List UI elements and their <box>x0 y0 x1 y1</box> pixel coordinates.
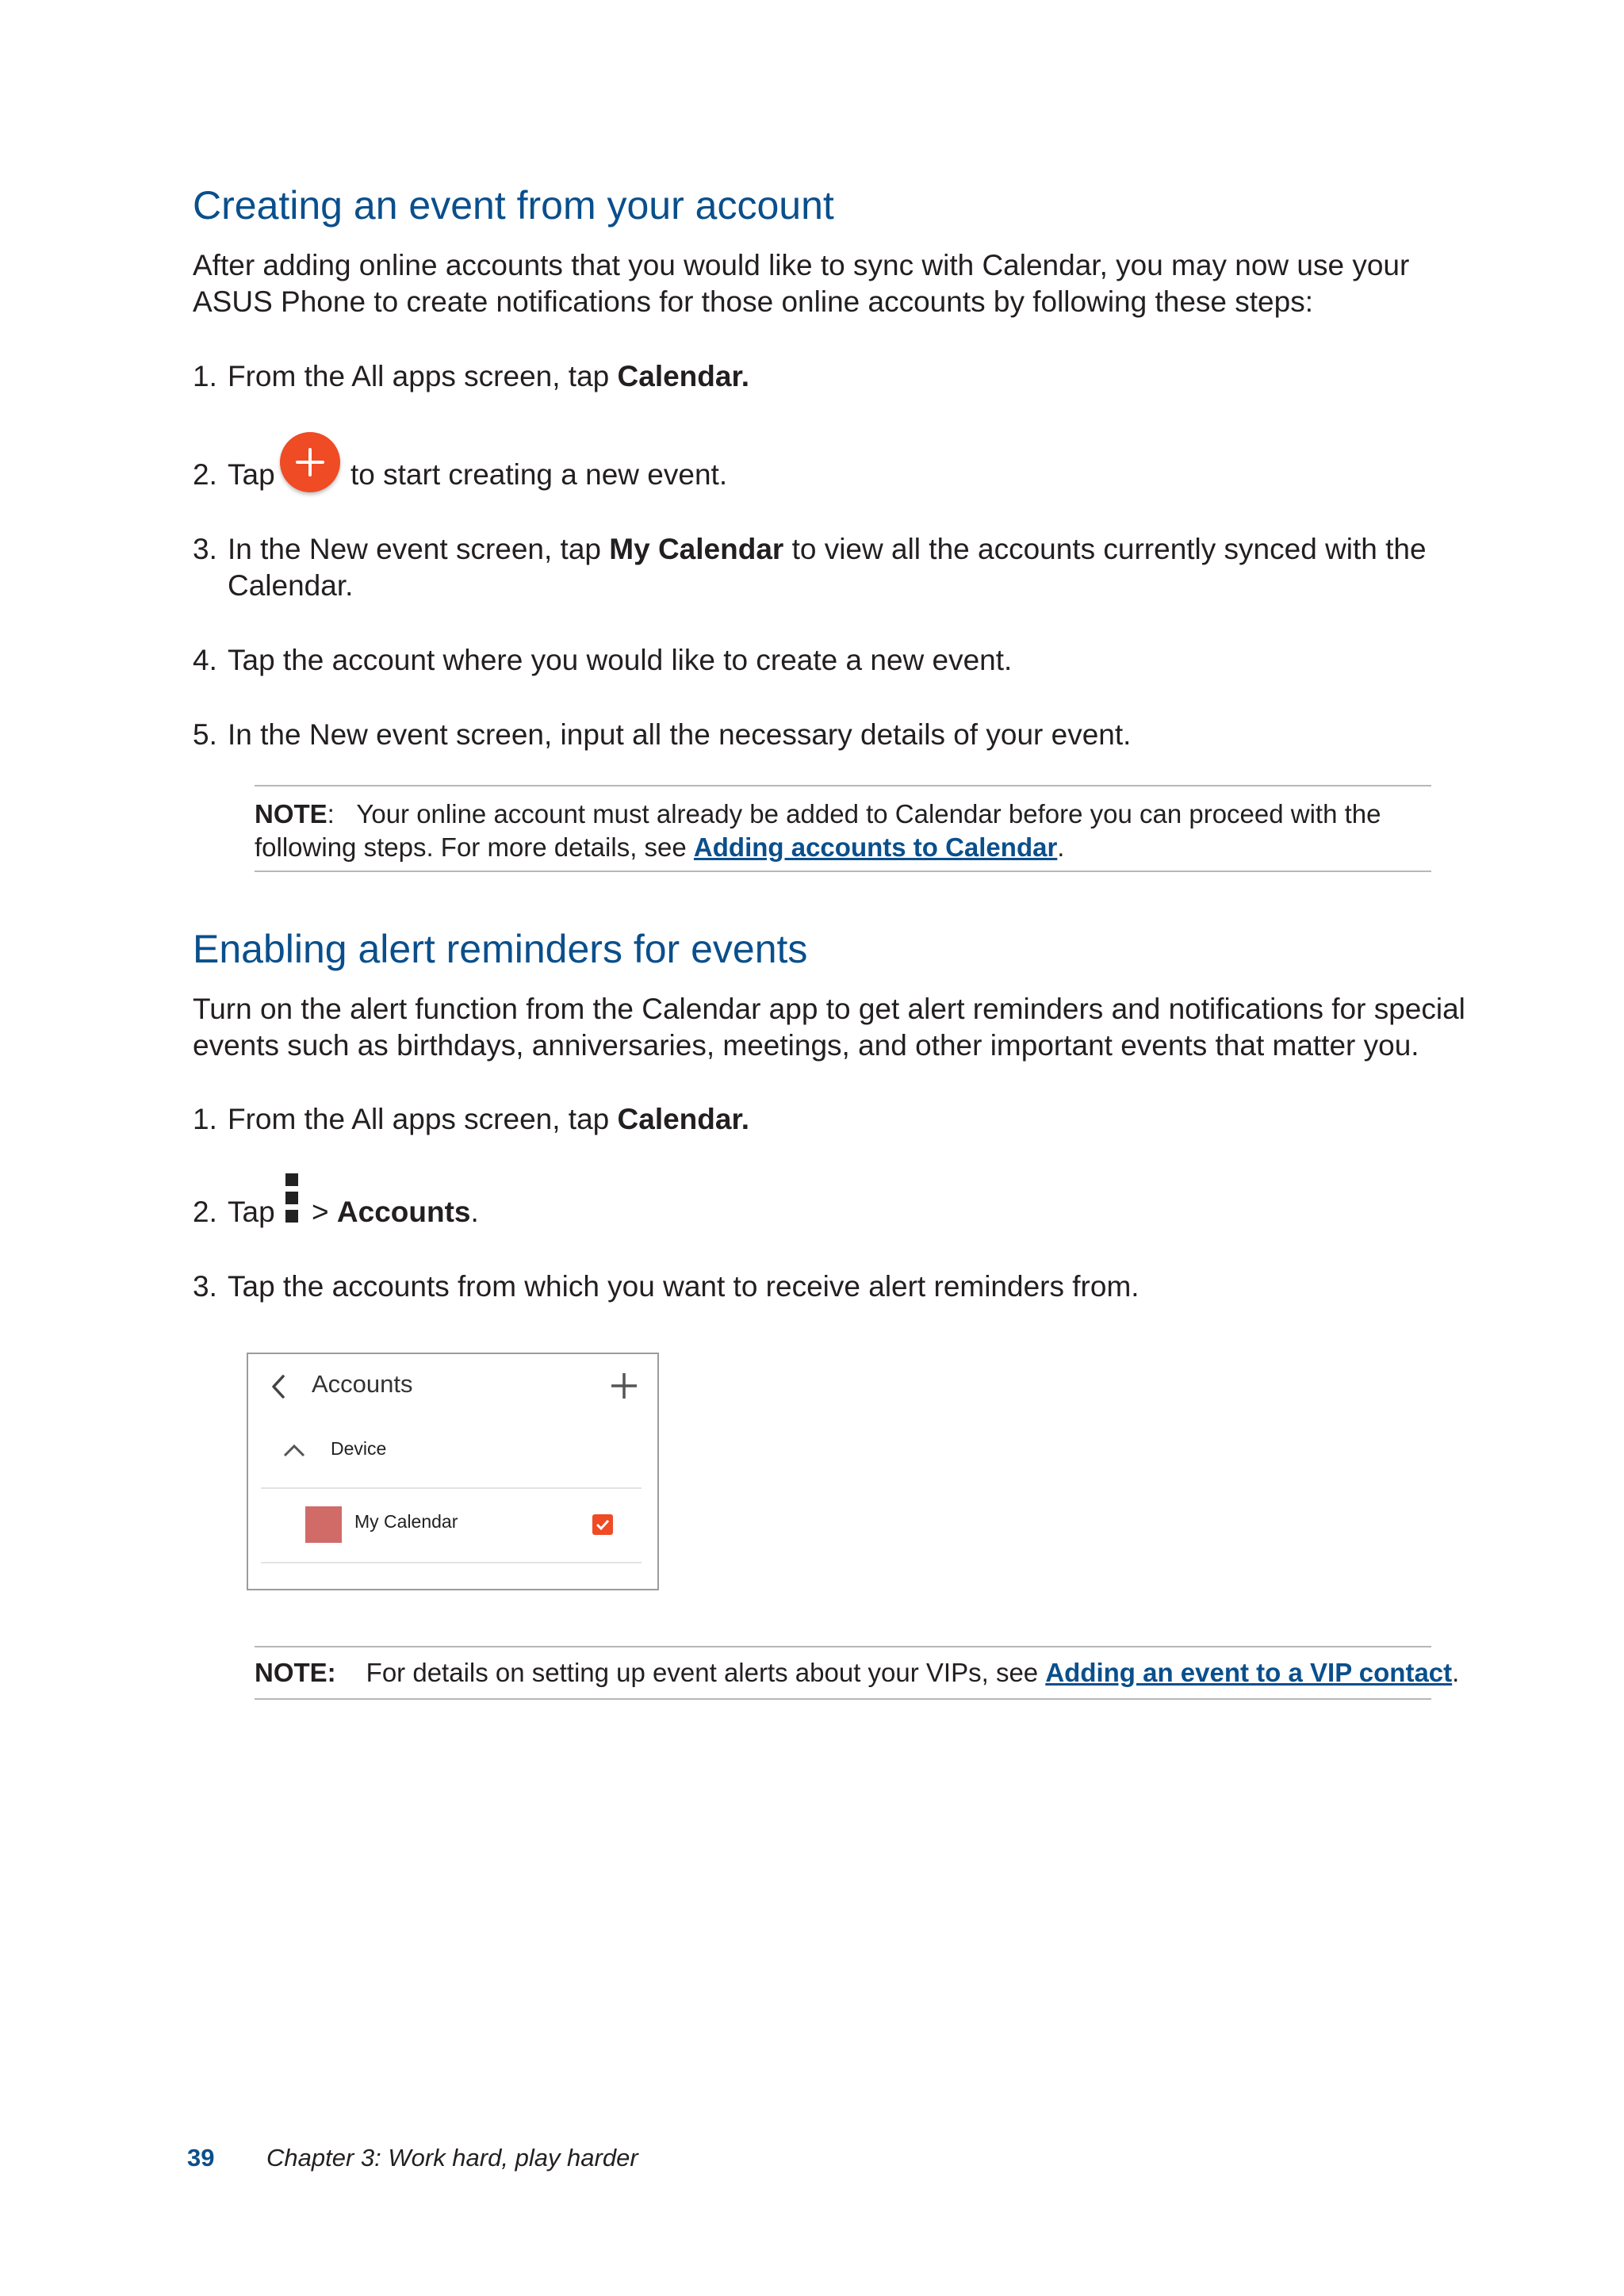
add-event-button-icon <box>280 432 340 492</box>
calendar-checkbox[interactable] <box>592 1514 613 1535</box>
step-5: 5. In the New event screen, input all the necessary details of your event. <box>193 718 1132 751</box>
adding-accounts-link[interactable]: Adding accounts to Calendar <box>693 832 1058 862</box>
section-heading-create-event: Creating an event from your account <box>193 183 834 228</box>
section-heading-alert-reminders: Enabling alert reminders for events <box>193 927 808 971</box>
device-group-label: Device <box>331 1438 387 1459</box>
divider <box>261 1562 642 1563</box>
step-2: 2. Tap to start creating a new event. <box>193 458 728 491</box>
add-account-icon[interactable] <box>610 1372 638 1404</box>
step-1: 1. From the All apps screen, tap Calendar. <box>193 360 750 392</box>
more-menu-icon <box>285 1173 298 1228</box>
section-intro: After adding online accounts that you would like to sync with Calendar, you may now use your ASUS Phone to create notifications for those online accounts by following these steps: <box>193 249 1410 318</box>
page-number: 39 <box>187 2144 215 2172</box>
note-box-accounts: NOTE: Your online account must already be added to Calendar before you can proceed with the following steps. For more details, see Adding accounts to Calendar. <box>255 785 1431 872</box>
accounts-title: Accounts <box>312 1370 413 1398</box>
step-3: 3. In the New event screen, tap My Calendar to view all the accounts currently synced with the Calendar. <box>193 533 1427 602</box>
divider <box>261 1487 642 1489</box>
calendar-color-swatch <box>305 1506 342 1543</box>
step-3: 3. Tap the accounts from which you want to receive alert reminders from. <box>193 1270 1139 1303</box>
step-2: 2. Tap > Accounts. <box>193 1196 479 1228</box>
my-calendar-label: My Calendar <box>354 1511 458 1532</box>
vip-contact-link[interactable]: Adding an event to a VIP contact <box>1045 1658 1453 1687</box>
back-arrow-icon[interactable] <box>269 1373 288 1404</box>
chapter-title: Chapter 3: Work hard, play harder <box>266 2144 638 2172</box>
accounts-screenshot <box>247 1353 659 1590</box>
chevron-up-icon[interactable] <box>283 1443 305 1461</box>
section-intro: Turn on the alert function from the Calendar app to get alert reminders and notifications for special events such as birthdays, anniversaries, meetings, and other important events that matter you. <box>193 993 1465 1062</box>
step-1: 1. From the All apps screen, tap Calendar. <box>193 1103 750 1135</box>
note-box-vip: NOTE: For details on setting up event alerts about your VIPs, see Adding an event to a VIP contact. <box>255 1646 1431 1700</box>
step-4: 4. Tap the account where you would like to create a new event. <box>193 644 1013 676</box>
